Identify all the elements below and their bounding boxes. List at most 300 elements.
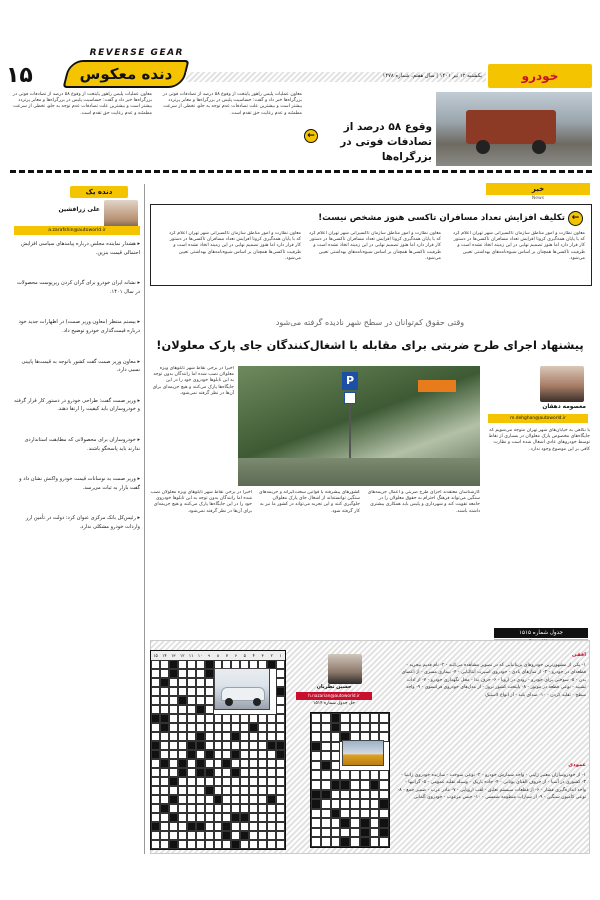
grid-cell[interactable] xyxy=(151,804,160,813)
grid-cell[interactable] xyxy=(187,822,196,831)
grid-cell[interactable] xyxy=(240,768,249,777)
answer-cell xyxy=(311,818,321,828)
answer-cell xyxy=(360,837,370,847)
grid-cell[interactable] xyxy=(169,804,178,813)
grid-cell[interactable] xyxy=(151,687,160,696)
grid-cell[interactable] xyxy=(222,714,231,723)
grid-cell[interactable] xyxy=(160,795,169,804)
grid-cell[interactable] xyxy=(187,768,196,777)
grid-cell[interactable] xyxy=(187,732,196,741)
grid-cell[interactable] xyxy=(205,687,214,696)
grid-cell[interactable] xyxy=(160,678,169,687)
grid-cell[interactable] xyxy=(258,786,267,795)
grid-cell[interactable] xyxy=(276,840,285,849)
grid-cell[interactable] xyxy=(249,714,258,723)
grid-cell[interactable] xyxy=(267,804,276,813)
grid-cell[interactable] xyxy=(160,741,169,750)
grid-cell[interactable] xyxy=(178,714,187,723)
answer-cell xyxy=(321,809,331,819)
grid-cell[interactable] xyxy=(240,822,249,831)
grid-cell[interactable] xyxy=(267,768,276,777)
grid-cell[interactable] xyxy=(187,804,196,813)
grid-cell[interactable] xyxy=(196,831,205,840)
grid-cell[interactable] xyxy=(249,741,258,750)
grid-cell[interactable] xyxy=(151,678,160,687)
grid-cell[interactable] xyxy=(196,696,205,705)
grid-cell[interactable] xyxy=(151,759,160,768)
grid-cell[interactable] xyxy=(178,732,187,741)
grid-cell[interactable] xyxy=(276,687,285,696)
grid-cell[interactable] xyxy=(196,750,205,759)
grid-cell[interactable] xyxy=(160,822,169,831)
grid-cell[interactable] xyxy=(196,804,205,813)
grid-cell[interactable] xyxy=(160,660,169,669)
grid-cell[interactable] xyxy=(249,732,258,741)
grid-cell[interactable] xyxy=(231,741,240,750)
grid-cell[interactable] xyxy=(160,669,169,678)
grid-cell[interactable] xyxy=(267,759,276,768)
grid-cell[interactable] xyxy=(240,840,249,849)
grid-cell[interactable] xyxy=(169,777,178,786)
grid-cell[interactable] xyxy=(258,777,267,786)
grid-cell[interactable] xyxy=(151,777,160,786)
grid-cell[interactable] xyxy=(169,822,178,831)
grid-cell[interactable] xyxy=(160,831,169,840)
grid-cell[interactable] xyxy=(169,714,178,723)
grid-cell[interactable] xyxy=(196,741,205,750)
grid-cell[interactable] xyxy=(196,759,205,768)
grid-cell[interactable] xyxy=(187,723,196,732)
grid-cell[interactable] xyxy=(160,714,169,723)
grid-cell[interactable] xyxy=(196,813,205,822)
grid-cell[interactable] xyxy=(169,840,178,849)
grid-cell[interactable] xyxy=(196,768,205,777)
grid-cell[interactable] xyxy=(187,831,196,840)
answer-cell xyxy=(340,818,350,828)
grid-cell[interactable] xyxy=(222,813,231,822)
grid-cell[interactable] xyxy=(214,768,223,777)
grid-cell[interactable] xyxy=(205,813,214,822)
grid-cell[interactable] xyxy=(258,813,267,822)
grid-cell[interactable] xyxy=(160,732,169,741)
grid-cell[interactable] xyxy=(151,831,160,840)
grid-cell[interactable] xyxy=(267,777,276,786)
grid-cell[interactable] xyxy=(214,750,223,759)
grid-cell[interactable] xyxy=(178,723,187,732)
grid-cell[interactable] xyxy=(151,705,160,714)
grid-cell[interactable] xyxy=(151,786,160,795)
grid-cell[interactable] xyxy=(222,795,231,804)
grid-cell[interactable] xyxy=(196,723,205,732)
grid-cell[interactable] xyxy=(151,741,160,750)
answer-label: حل جدول شماره ۱۵۱۴ xyxy=(313,701,355,706)
grid-cell[interactable] xyxy=(178,804,187,813)
grid-cell[interactable] xyxy=(222,759,231,768)
grid-cell[interactable] xyxy=(205,840,214,849)
grid-cell[interactable] xyxy=(160,705,169,714)
grid-cell[interactable] xyxy=(178,822,187,831)
grid-cell[interactable] xyxy=(214,840,223,849)
grid-cell[interactable] xyxy=(214,813,223,822)
answer-cell xyxy=(350,837,360,847)
grid-cell[interactable] xyxy=(214,804,223,813)
grid-cell[interactable] xyxy=(240,795,249,804)
grid-cell[interactable] xyxy=(258,750,267,759)
grid-cell[interactable] xyxy=(276,723,285,732)
grid-cell[interactable] xyxy=(240,759,249,768)
grid-cell[interactable] xyxy=(169,678,178,687)
grid-cell[interactable] xyxy=(214,777,223,786)
reporter-photo xyxy=(540,366,584,402)
grid-cell[interactable] xyxy=(151,660,160,669)
grid-cell[interactable] xyxy=(151,813,160,822)
grid-cell[interactable] xyxy=(258,759,267,768)
grid-cell[interactable] xyxy=(151,840,160,849)
grid-cell[interactable] xyxy=(249,822,258,831)
grid-cell[interactable] xyxy=(151,822,160,831)
grid-cell[interactable] xyxy=(258,795,267,804)
grid-cell[interactable] xyxy=(222,723,231,732)
grid-cell[interactable] xyxy=(276,813,285,822)
grid-cell[interactable] xyxy=(169,723,178,732)
grid-cell[interactable] xyxy=(169,759,178,768)
grid-cell[interactable] xyxy=(178,741,187,750)
grid-cell[interactable] xyxy=(276,714,285,723)
grid-cell[interactable] xyxy=(205,822,214,831)
grid-cell[interactable] xyxy=(276,795,285,804)
grid-cell[interactable] xyxy=(187,750,196,759)
grid-cell[interactable] xyxy=(205,696,214,705)
grid-cell[interactable] xyxy=(240,714,249,723)
grid-cell[interactable] xyxy=(151,732,160,741)
grid-cell[interactable] xyxy=(276,696,285,705)
grid-cell[interactable] xyxy=(205,669,214,678)
answer-cell xyxy=(379,818,389,828)
grid-cell[interactable] xyxy=(276,777,285,786)
grid-cell[interactable] xyxy=(205,795,214,804)
grid-cell[interactable] xyxy=(276,831,285,840)
grid-cell[interactable] xyxy=(169,669,178,678)
grid-cell[interactable] xyxy=(151,723,160,732)
grid-cell[interactable] xyxy=(205,714,214,723)
grid-cell[interactable] xyxy=(222,777,231,786)
grid-cell[interactable] xyxy=(160,768,169,777)
grid-cell[interactable] xyxy=(151,795,160,804)
grid-cell[interactable] xyxy=(214,831,223,840)
grid-cell[interactable] xyxy=(249,813,258,822)
grid-cell[interactable] xyxy=(187,813,196,822)
grid-cell[interactable] xyxy=(169,732,178,741)
grid-cell[interactable] xyxy=(160,840,169,849)
grid-cell[interactable] xyxy=(169,687,178,696)
grid-cell[interactable] xyxy=(267,750,276,759)
grid-cell[interactable] xyxy=(178,678,187,687)
grid-cell[interactable] xyxy=(187,777,196,786)
grid-cell[interactable] xyxy=(187,840,196,849)
grid-cell[interactable] xyxy=(240,831,249,840)
grid-cell[interactable] xyxy=(276,705,285,714)
grid-cell[interactable] xyxy=(205,741,214,750)
grid-cell[interactable] xyxy=(205,723,214,732)
grid-cell[interactable] xyxy=(240,741,249,750)
grid-cell[interactable] xyxy=(151,696,160,705)
grid-cell[interactable] xyxy=(178,705,187,714)
grid-cell[interactable] xyxy=(151,669,160,678)
grid-cell[interactable] xyxy=(214,741,223,750)
answer-cell xyxy=(360,790,370,800)
grid-cell[interactable] xyxy=(231,804,240,813)
grid-cell[interactable] xyxy=(196,669,205,678)
grid-cell[interactable] xyxy=(178,696,187,705)
grid-cell[interactable] xyxy=(222,732,231,741)
puzzle-author: حسین نظریان xyxy=(316,684,352,690)
grid-cell[interactable] xyxy=(249,786,258,795)
answer-cell xyxy=(331,799,341,809)
grid-cell[interactable] xyxy=(187,660,196,669)
grid-cell[interactable] xyxy=(169,705,178,714)
grid-cell[interactable] xyxy=(240,732,249,741)
grid-cell[interactable] xyxy=(196,705,205,714)
grid-cell[interactable] xyxy=(258,840,267,849)
grid-cell[interactable] xyxy=(276,678,285,687)
grid-cell[interactable] xyxy=(187,687,196,696)
grid-cell[interactable] xyxy=(231,759,240,768)
grid-cell[interactable] xyxy=(240,777,249,786)
grid-cell[interactable] xyxy=(205,786,214,795)
grid-cell[interactable] xyxy=(222,750,231,759)
answer-cell xyxy=(321,837,331,847)
grid-cell[interactable] xyxy=(214,786,223,795)
grid-cell[interactable] xyxy=(196,840,205,849)
grid-cell[interactable] xyxy=(178,768,187,777)
grid-cell[interactable] xyxy=(169,813,178,822)
grid-cell[interactable] xyxy=(276,732,285,741)
grid-cell[interactable] xyxy=(151,714,160,723)
grid-cell[interactable] xyxy=(169,795,178,804)
grid-cell[interactable] xyxy=(214,759,223,768)
grid-cell[interactable] xyxy=(151,768,160,777)
grid-cell[interactable] xyxy=(169,660,178,669)
clues-across: ۱- یکی از مشهورترین خودروهای بریتانیایی که در تصویر مشاهده می‌کنید - ۲- نام قدیم نیجریه - قطعه‌ای در خودرو - ۳- از سازهای بادی - خودروی اسپرت ایتالیایی - ۴- بیماری مسری - از اعضای بدن - ۵- سوختی برای خودرو - رودی در اروپا - ۶- حرف ندا - محل نگهداری خودرو - ۷- از ادات تشبیه - نوعی قطعه در موتور - ۸- پایتخت کشور نروژ - از مدل‌های خودروی فرانسوی - ۹- واحد سطح - تقلید کردن - ۱۰- صدای بلند - از انواع لاستیک xyxy=(401,663,586,698)
grid-cell[interactable] xyxy=(178,831,187,840)
grid-cell[interactable] xyxy=(276,741,285,750)
grid-cell[interactable] xyxy=(160,777,169,786)
grid-cell[interactable] xyxy=(205,768,214,777)
grid-cell[interactable] xyxy=(205,750,214,759)
grid-cell[interactable] xyxy=(267,741,276,750)
grid-cell[interactable] xyxy=(169,786,178,795)
grid-cell[interactable] xyxy=(187,678,196,687)
grid-cell[interactable] xyxy=(187,795,196,804)
grid-cell[interactable] xyxy=(196,660,205,669)
grid-cell[interactable] xyxy=(178,687,187,696)
grid-cell[interactable] xyxy=(267,795,276,804)
grid-cell[interactable] xyxy=(231,813,240,822)
grid-cell[interactable] xyxy=(205,678,214,687)
feature-col-5: اخیراً در برخی نقاط شهر تابلوهای ویژه معلولان نصب شده اما رانندگان بدون توجه به این تابلوها خودروی خود را در این جایگاه‌ها پارک می‌کنند و هیچ جریمه‌ای برای آن‌ها در نظر گرفته نمی‌شود. xyxy=(150,490,252,514)
grid-cell[interactable] xyxy=(187,669,196,678)
grid-cell[interactable] xyxy=(169,831,178,840)
grid-cell[interactable] xyxy=(178,660,187,669)
grid-cell[interactable] xyxy=(151,750,160,759)
grid-cell[interactable] xyxy=(276,660,285,669)
grid-cell[interactable] xyxy=(231,768,240,777)
grid-column-number: ۱۴ xyxy=(160,651,169,660)
grid-cell[interactable] xyxy=(196,786,205,795)
grid-cell[interactable] xyxy=(267,723,276,732)
grid-cell[interactable] xyxy=(187,714,196,723)
answer-cell xyxy=(331,723,341,733)
grid-cell[interactable] xyxy=(267,714,276,723)
grid-cell[interactable] xyxy=(249,768,258,777)
grid-cell[interactable] xyxy=(267,840,276,849)
grid-cell[interactable] xyxy=(187,786,196,795)
grid-cell[interactable] xyxy=(249,831,258,840)
grid-cell[interactable] xyxy=(249,840,258,849)
grid-cell[interactable] xyxy=(276,768,285,777)
grid-cell[interactable] xyxy=(231,723,240,732)
grid-cell[interactable] xyxy=(160,696,169,705)
grid-cell[interactable] xyxy=(258,768,267,777)
grid-cell[interactable] xyxy=(169,696,178,705)
grid-cell[interactable] xyxy=(222,741,231,750)
grid-cell[interactable] xyxy=(267,822,276,831)
grid-cell[interactable] xyxy=(240,786,249,795)
grid-cell[interactable] xyxy=(160,687,169,696)
grid-cell[interactable] xyxy=(240,750,249,759)
grid-cell[interactable] xyxy=(196,822,205,831)
grid-cell[interactable] xyxy=(258,714,267,723)
grid-cell[interactable] xyxy=(258,741,267,750)
grid-cell[interactable] xyxy=(231,822,240,831)
grid-cell[interactable] xyxy=(160,723,169,732)
grid-cell[interactable] xyxy=(258,822,267,831)
grid-cell[interactable] xyxy=(205,759,214,768)
grid-cell[interactable] xyxy=(267,732,276,741)
grid-cell[interactable] xyxy=(178,777,187,786)
grid-cell[interactable] xyxy=(258,732,267,741)
grid-cell[interactable] xyxy=(249,750,258,759)
grid-cell[interactable] xyxy=(258,804,267,813)
answer-cell xyxy=(331,809,341,819)
grid-cell[interactable] xyxy=(205,732,214,741)
answer-cell xyxy=(321,828,331,838)
grid-cell[interactable] xyxy=(160,804,169,813)
grid-cell[interactable] xyxy=(160,813,169,822)
grid-cell[interactable] xyxy=(258,723,267,732)
grid-cell[interactable] xyxy=(249,777,258,786)
grid-cell[interactable] xyxy=(187,705,196,714)
grid-cell[interactable] xyxy=(231,732,240,741)
grid-cell[interactable] xyxy=(222,786,231,795)
grid-cell[interactable] xyxy=(249,759,258,768)
grid-cell[interactable] xyxy=(169,768,178,777)
grid-cell[interactable] xyxy=(214,714,223,723)
grid-cell[interactable] xyxy=(249,795,258,804)
grid-cell[interactable] xyxy=(231,786,240,795)
grid-cell[interactable] xyxy=(249,723,258,732)
grid-cell[interactable] xyxy=(222,768,231,777)
grid-cell[interactable] xyxy=(160,786,169,795)
grid-cell[interactable] xyxy=(240,804,249,813)
grid-cell[interactable] xyxy=(196,777,205,786)
grid-cell[interactable] xyxy=(231,795,240,804)
grid-cell[interactable] xyxy=(196,687,205,696)
reporter-name: معصومه دهقان xyxy=(542,404,586,410)
grid-cell[interactable] xyxy=(276,822,285,831)
grid-cell[interactable] xyxy=(205,777,214,786)
grid-cell[interactable] xyxy=(276,759,285,768)
answer-cell xyxy=(340,828,350,838)
answer-cell xyxy=(379,723,389,733)
grid-cell[interactable] xyxy=(276,804,285,813)
grid-cell[interactable] xyxy=(160,750,169,759)
grid-cell[interactable] xyxy=(249,804,258,813)
grid-cell[interactable] xyxy=(178,795,187,804)
grid-cell[interactable] xyxy=(267,831,276,840)
answer-cell xyxy=(370,713,380,723)
grid-cell[interactable] xyxy=(196,678,205,687)
grid-cell[interactable] xyxy=(214,822,223,831)
grid-cell[interactable] xyxy=(178,669,187,678)
grid-cell[interactable] xyxy=(214,723,223,732)
grid-cell[interactable] xyxy=(258,831,267,840)
grid-cell[interactable] xyxy=(267,813,276,822)
grid-cell[interactable] xyxy=(222,840,231,849)
grid-cell[interactable] xyxy=(222,831,231,840)
grid-cell[interactable] xyxy=(231,840,240,849)
grid-cell[interactable] xyxy=(222,822,231,831)
grid-cell[interactable] xyxy=(231,750,240,759)
grid-cell[interactable] xyxy=(169,741,178,750)
grid-cell[interactable] xyxy=(178,786,187,795)
grid-cell[interactable] xyxy=(205,831,214,840)
grid-cell[interactable] xyxy=(205,705,214,714)
grid-cell[interactable] xyxy=(169,750,178,759)
grid-cell[interactable] xyxy=(231,831,240,840)
grid-cell[interactable] xyxy=(205,660,214,669)
answer-cell xyxy=(331,751,341,761)
grid-cell[interactable] xyxy=(276,786,285,795)
grid-cell[interactable] xyxy=(276,669,285,678)
grid-cell[interactable] xyxy=(267,786,276,795)
grid-cell[interactable] xyxy=(196,714,205,723)
grid-cell[interactable] xyxy=(187,759,196,768)
news-body-col-3: معاون نظارت و امور مناطق سازمان تاکسیرانی شهر تهران اعلام کرد که با پایان همه‌گیری کرونا افزایش تعداد مسافران تاکسی‌ها در دستور کار قرار دارد اما هنوز تصمیم نهایی در این زمینه اتخاذ نشده است و ظرفیت تاکسی‌ها همچنان بر اساس شیوه‌نامه‌های بهداشتی تعیین می‌شود. xyxy=(169,231,301,261)
grid-cell[interactable] xyxy=(178,759,187,768)
grid-cell[interactable] xyxy=(240,813,249,822)
grid-cell[interactable] xyxy=(205,804,214,813)
grid-cell[interactable] xyxy=(187,741,196,750)
grid-cell[interactable] xyxy=(160,759,169,768)
grid-cell[interactable] xyxy=(178,750,187,759)
grid-cell[interactable] xyxy=(178,813,187,822)
grid-cell[interactable] xyxy=(178,840,187,849)
answer-cell xyxy=(311,723,321,733)
grid-cell[interactable] xyxy=(214,795,223,804)
column-item: ▸ معاون وزیر صمت گفت کشور باتوجه به قیمت‌ها پایینی نسبی دارد. xyxy=(21,358,140,374)
grid-cell[interactable] xyxy=(231,777,240,786)
grid-cell[interactable] xyxy=(222,804,231,813)
grid-cell[interactable] xyxy=(214,732,223,741)
grid-cell[interactable] xyxy=(196,732,205,741)
grid-cell[interactable] xyxy=(276,750,285,759)
grid-cell[interactable] xyxy=(187,696,196,705)
grid-cell[interactable] xyxy=(240,723,249,732)
grid-cell[interactable] xyxy=(196,795,205,804)
answer-cell xyxy=(370,799,380,809)
grid-cell[interactable] xyxy=(231,714,240,723)
